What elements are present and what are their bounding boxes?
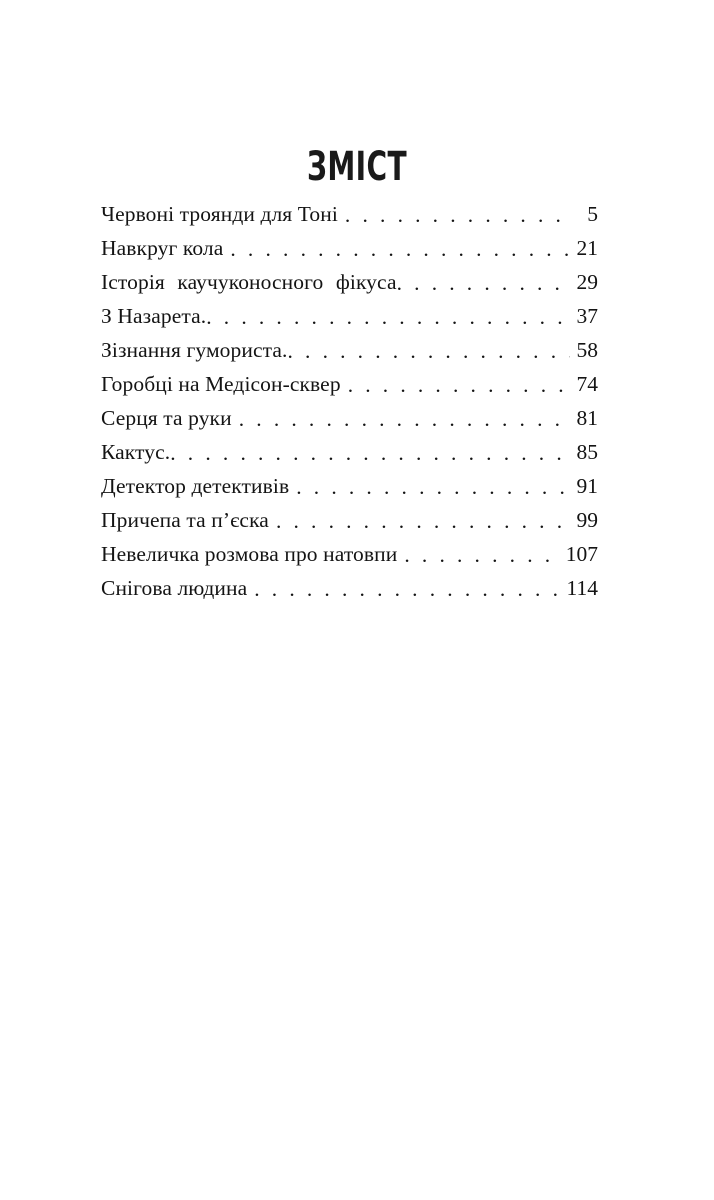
- toc-entry-title: Кактус.: [101, 440, 171, 464]
- toc-dot-leader: [206, 308, 570, 330]
- toc-dot-leader: [404, 546, 559, 568]
- toc-entry[interactable]: [101, 265, 598, 299]
- toc-dot-leader: [287, 342, 570, 364]
- toc-entry-page-number: 74: [576, 372, 598, 396]
- toc-entry[interactable]: [101, 469, 598, 503]
- table-of-contents-list: [101, 197, 598, 605]
- toc-entry[interactable]: [101, 401, 598, 435]
- toc-entry[interactable]: [101, 299, 598, 333]
- toc-dot-leader: [296, 478, 570, 500]
- toc-dot-leader: [239, 410, 570, 432]
- toc-dot-leader: [397, 274, 570, 296]
- toc-entry-title: Навкруг кола: [101, 236, 224, 260]
- toc-entry-title: Причепа та п’єска: [101, 508, 269, 532]
- toc-entry-title: Зізнання гумориста.: [101, 338, 288, 362]
- toc-entry-page-number: 99: [576, 508, 598, 532]
- toc-entry-page-number: 107: [565, 542, 598, 566]
- toc-entry-title: Серця та руки: [101, 406, 232, 430]
- toc-entry-title: Історія каучуконосного фікуса: [101, 270, 397, 294]
- toc-entry-page-number: 114: [566, 576, 598, 600]
- toc-entry-page-number: 37: [576, 304, 598, 328]
- toc-entry-title: Горобці на Медісон-сквер: [101, 372, 341, 396]
- toc-dot-leader: [230, 240, 570, 262]
- toc-dot-leader: [345, 206, 570, 228]
- toc-entry[interactable]: [101, 367, 598, 401]
- toc-entry-title: Детектор детективів: [101, 474, 290, 498]
- toc-entry-title: З Назарета.: [101, 304, 207, 328]
- toc-entry[interactable]: [101, 503, 598, 537]
- toc-entry-page-number: 81: [576, 406, 598, 430]
- toc-entry-title: Снігова людина: [101, 576, 248, 600]
- page-title: ЗМІСТ: [306, 143, 408, 190]
- toc-dot-leader: [254, 580, 560, 602]
- toc-entry-page-number: 85: [576, 440, 598, 464]
- toc-entry-page-number: 58: [576, 338, 598, 362]
- toc-entry-title: Невеличка розмова про натовпи: [101, 542, 398, 566]
- toc-dot-leader: [276, 512, 570, 534]
- toc-entry-page-number: 91: [576, 474, 598, 498]
- toc-dot-leader: [170, 444, 570, 466]
- toc-entry[interactable]: [101, 231, 598, 265]
- toc-entry[interactable]: [101, 571, 598, 605]
- toc-entry[interactable]: [101, 197, 598, 231]
- toc-entry[interactable]: [101, 333, 598, 367]
- toc-entry[interactable]: [101, 435, 598, 469]
- toc-entry-page-number: 21: [576, 236, 598, 260]
- toc-entry-title: Червоні троянди для Тоні: [101, 202, 338, 226]
- toc-entry-page-number: 29: [576, 270, 598, 294]
- toc-dot-leader: [348, 376, 570, 398]
- toc-entry[interactable]: [101, 537, 598, 571]
- toc-entry-page-number: 5: [587, 202, 598, 226]
